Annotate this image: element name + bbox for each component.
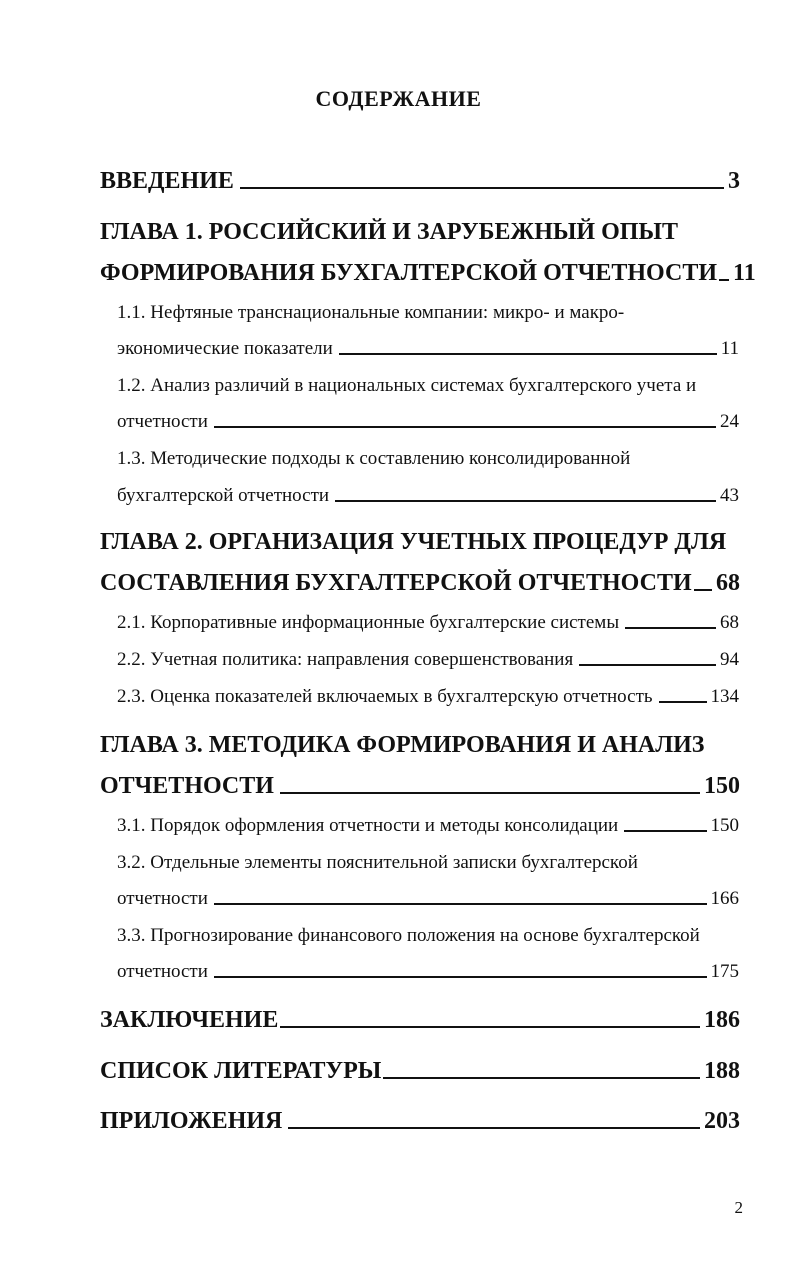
toc-entry-3-3-title[interactable] [117, 921, 739, 947]
toc-label: отчетности [117, 411, 208, 432]
toc-page: 94 [720, 649, 739, 670]
toc-page: 175 [710, 961, 739, 982]
toc-entry-literature[interactable] [100, 1053, 740, 1085]
toc-label: отчетности [117, 961, 208, 982]
page-title: СОДЕРЖАНИЕ [315, 86, 482, 111]
toc-entry-2-2[interactable] [117, 645, 739, 671]
toc-label: 1.1. Нефтяные транснациональные компании: микро- и макро- [117, 302, 625, 323]
toc-entry-3-2-title[interactable] [117, 848, 739, 874]
toc-label: 3.2. Отдельные элементы пояснительной записки бухгалтерской [117, 852, 638, 873]
toc-label: 1.2. Анализ различий в национальных системах бухгалтерского учета и [117, 375, 697, 396]
toc-label: 3.1. Порядок оформления отчетности и методы консолидации [117, 815, 619, 836]
toc-entry-1-1[interactable] [117, 334, 739, 360]
toc-entry-2-3[interactable] [117, 682, 739, 708]
toc-label: бухгалтерской отчетности [117, 485, 330, 506]
leader-line [339, 353, 717, 355]
toc-label: 2.3. Оценка показателей включаемых в бухгалтерскую отчетность [117, 686, 653, 707]
leader-line [280, 1026, 700, 1028]
toc-entry-intro[interactable] [100, 163, 740, 195]
toc-label: ПРИЛОЖЕНИЯ [100, 1108, 283, 1134]
page-number: 2 [734, 1198, 743, 1217]
toc-entry-3-2[interactable] [117, 884, 739, 910]
toc-entry-1-1-title[interactable] [117, 298, 739, 324]
toc-entry-ch3[interactable] [100, 768, 740, 800]
toc-page: 3 [728, 168, 740, 194]
toc-entry-ch1[interactable] [100, 255, 756, 287]
leader-line [383, 1077, 700, 1079]
toc-label: СПИСОК ЛИТЕРАТУРЫ [100, 1058, 382, 1084]
toc-entry-3-3[interactable] [117, 957, 739, 983]
toc-label: отчетности [117, 888, 208, 909]
toc-entry-appendix[interactable] [100, 1103, 740, 1135]
toc-page: 203 [704, 1108, 740, 1134]
toc-label: 1.3. Методические подходы к составлению консолидированной [117, 448, 631, 469]
leader-line [240, 187, 724, 189]
toc-page: 68 [716, 570, 740, 596]
leader-line [335, 500, 716, 502]
toc-label: СОСТАВЛЕНИЯ БУХГАЛТЕРСКОЙ ОТЧЕТНОСТИ [100, 570, 692, 596]
toc-page: 186 [704, 1007, 740, 1033]
toc-page: 150 [704, 773, 740, 799]
toc-label: ФОРМИРОВАНИЯ БУХГАЛТЕРСКОЙ ОТЧЕТНОСТИ [100, 260, 718, 286]
leader-line [625, 627, 716, 629]
toc-label: ОТЧЕТНОСТИ [100, 773, 274, 799]
toc-label: 2.1. Корпоративные информационные бухгалтерские системы [117, 612, 620, 633]
toc-label: 3.3. Прогнозирование финансового положения на основе бухгалтерской [117, 925, 700, 946]
toc-label: ГЛАВА 3. МЕТОДИКА ФОРМИРОВАНИЯ И АНАЛИЗ [100, 732, 705, 758]
toc-label: ЗАКЛЮЧЕНИЕ [100, 1007, 279, 1033]
leader-line [719, 279, 729, 281]
toc-entry-1-3[interactable] [117, 481, 739, 507]
toc-label: ВВЕДЕНИЕ [100, 168, 234, 194]
toc-entry-2-1[interactable] [117, 608, 739, 634]
leader-line [214, 903, 707, 905]
toc-page: 11 [720, 338, 739, 359]
toc-page: 68 [720, 612, 739, 633]
toc-entry-ch1-title[interactable] [100, 214, 740, 246]
toc-page: 188 [704, 1058, 740, 1084]
toc-label: ГЛАВА 1. РОССИЙСКИЙ И ЗАРУБЕЖНЫЙ ОПЫТ [100, 219, 679, 245]
toc-label: экономические показатели [117, 338, 333, 359]
toc-entry-ch2[interactable] [100, 565, 740, 597]
leader-line [579, 664, 716, 666]
toc-page: 150 [710, 815, 739, 836]
toc-page: 134 [710, 686, 739, 707]
toc-page: 166 [710, 888, 739, 909]
leader-line [659, 701, 707, 703]
toc-entry-ch2-title[interactable] [100, 524, 740, 556]
leader-line [694, 589, 712, 591]
leader-line [280, 792, 700, 794]
toc-label: ГЛАВА 2. ОРГАНИЗАЦИЯ УЧЕТНЫХ ПРОЦЕДУР ДЛЯ [100, 529, 727, 555]
toc-entry-3-1[interactable] [117, 811, 739, 837]
toc-entry-1-2[interactable] [117, 407, 739, 433]
leader-line [288, 1127, 700, 1129]
toc-entry-ch3-title[interactable] [100, 727, 740, 759]
leader-line [624, 830, 706, 832]
toc-entry-conclusion[interactable] [100, 1002, 740, 1034]
toc-page: 24 [720, 411, 739, 432]
toc-entry-1-3-title[interactable] [117, 444, 739, 470]
leader-line [214, 426, 716, 428]
toc-entry-1-2-title[interactable] [117, 371, 739, 397]
toc-page: 43 [720, 485, 739, 506]
toc-label: 2.2. Учетная политика: направления совершенствования [117, 649, 574, 670]
leader-line [214, 976, 707, 978]
toc-page: 11 [733, 260, 756, 286]
